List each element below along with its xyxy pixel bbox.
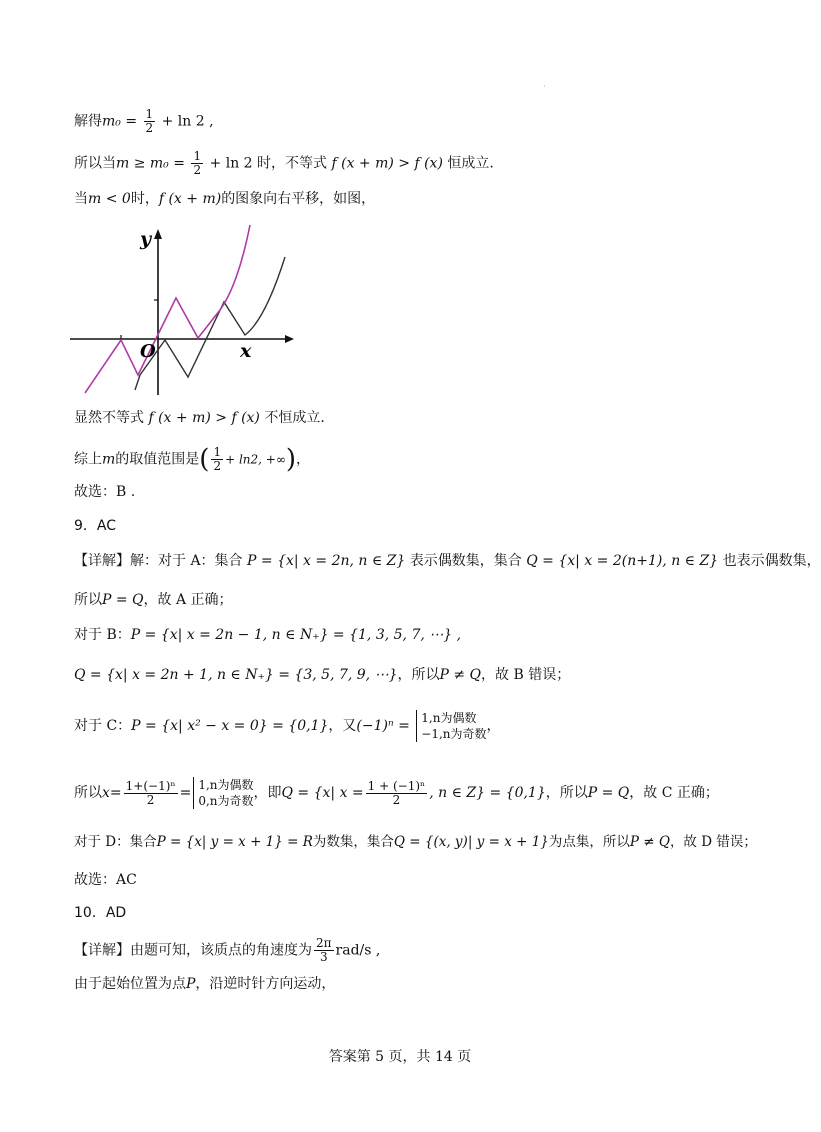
- text: ，故 C 正确；: [629, 785, 719, 801]
- fraction: [191, 150, 203, 177]
- line-9-b: [74, 625, 461, 645]
- case-brace: [193, 777, 253, 809]
- paren: ): [285, 444, 296, 475]
- denominator: 2: [145, 121, 154, 135]
- denominator: 2: [213, 459, 222, 473]
- text: 由题可知，该质点的角速度为: [130, 942, 312, 959]
- text: + ln 2 ,: [161, 113, 214, 130]
- text: 由于起始位置为点: [74, 976, 186, 992]
- text: 为数集，集合: [312, 834, 394, 850]
- y-axis-arrow: [154, 229, 162, 239]
- numerator: 1: [213, 445, 222, 459]
- math: P: [186, 976, 196, 992]
- case: −1,n为奇数: [421, 727, 487, 741]
- denominator: 3: [319, 950, 328, 964]
- case: 0,n为奇数: [198, 794, 254, 808]
- text: ，故 B 错误；: [481, 667, 571, 683]
- y-label: y: [140, 228, 152, 250]
- text: 所以: [74, 785, 102, 801]
- fraction: [124, 780, 178, 807]
- text: 解得: [74, 113, 102, 130]
- denominator: 2: [392, 792, 401, 807]
- case-brace: [416, 710, 486, 742]
- text: 恒成立.: [447, 155, 494, 172]
- math: P = {x| x = 2n, n ∈ Z}: [247, 553, 406, 569]
- math: Q = {(x, y)| y = x + 1}: [393, 834, 549, 850]
- line-not-always: [74, 408, 325, 428]
- line-inequality-holds: [74, 150, 494, 177]
- text: ，即: [253, 785, 282, 801]
- line-9-a-conclusion: [74, 590, 233, 610]
- math: m₀ =: [102, 113, 138, 130]
- page-footer: 答案第 5 页，共 14 页: [328, 1049, 472, 1065]
- math: Q = {x| x =: [281, 785, 364, 801]
- line-9-c: [74, 710, 501, 742]
- math: m ≥ m₀ =: [116, 155, 185, 172]
- text: ，: [295, 451, 310, 468]
- paren: (: [199, 444, 210, 475]
- math: m: [102, 451, 116, 468]
- math: (−1)ⁿ =: [356, 718, 410, 734]
- text: ，沿逆时针方向运动，: [195, 976, 336, 992]
- origin-label: O: [140, 341, 156, 362]
- math: f (x + m): [158, 191, 222, 207]
- math: + ln2, +∞: [225, 452, 286, 467]
- math: f (x + m) > f (x): [331, 155, 443, 172]
- numerator: 1: [145, 107, 154, 121]
- fraction: [366, 780, 428, 807]
- line-9-b-q: [74, 665, 570, 685]
- line-answer-b: 故选：B .: [74, 484, 136, 500]
- text: 不恒成立.: [264, 410, 325, 426]
- line-range: [74, 446, 310, 473]
- line-9-a: [74, 551, 821, 571]
- denominator: 2: [146, 792, 155, 807]
- text: 的取值范围是: [115, 451, 200, 468]
- numerator: 1 + (−1)ⁿ: [367, 778, 426, 793]
- curve-shifted: [85, 225, 250, 393]
- stray-mark: ·: [543, 82, 546, 91]
- line-solve-m0: [74, 108, 214, 135]
- detail-bracket: 【详解】: [74, 942, 130, 959]
- math: P ≠ Q: [439, 667, 482, 683]
- text: 表示偶数集，集合: [409, 553, 522, 569]
- math: P = {x| y = x + 1} = R: [156, 834, 313, 850]
- line-10-detail: [74, 937, 380, 964]
- text: 对于 B：: [74, 627, 131, 643]
- fraction: [211, 446, 223, 473]
- text: 对于 C：: [74, 718, 132, 734]
- text: 的图象向右平移，如图，: [221, 191, 376, 207]
- function-graph: [70, 225, 300, 400]
- math: P = Q: [587, 785, 630, 801]
- text: ，故 A 正确；: [143, 592, 233, 608]
- x-axis-arrow: [285, 335, 294, 343]
- text: rad/s ,: [335, 942, 381, 959]
- math: , n ∈ Z} = {0,1}: [429, 785, 546, 801]
- text: 对于 D：集合: [74, 834, 157, 850]
- question-10-heading: 10．AD: [74, 905, 127, 921]
- text: ，: [486, 718, 501, 734]
- text: + ln 2 时，不等式: [209, 155, 328, 172]
- text: ，所以: [397, 667, 440, 683]
- math: P = {x| x = 2n − 1, n ∈ N₊} = {1, 3, 5, 7, ⋯} ,: [130, 627, 462, 643]
- math: Q = {x| x = 2n + 1, n ∈ N₊} = {3, 5, 7, 9, ⋯}: [74, 667, 398, 683]
- text: 为点集，所以: [548, 834, 630, 850]
- question-9-heading: 9．AC: [74, 518, 117, 534]
- line-10-start: [74, 974, 335, 994]
- text: 也表示偶数集，: [722, 553, 821, 569]
- text: 解：对于 A：集合: [130, 553, 243, 569]
- text: 显然不等式: [74, 410, 144, 426]
- line-m-negative: [74, 189, 375, 209]
- text: 时，: [130, 191, 159, 207]
- text: ，故 D 错误；: [669, 834, 757, 850]
- math: P = {x| x² − x = 0} = {0,1}: [131, 718, 329, 734]
- math: P ≠ Q: [629, 834, 670, 850]
- numerator: 1+(−1)ⁿ: [125, 778, 176, 793]
- math: f (x + m) > f (x): [148, 410, 260, 426]
- case: 1,n为偶数: [421, 711, 477, 725]
- text: 综上: [74, 451, 102, 468]
- text: ，所以: [545, 785, 588, 801]
- detail-bracket: 【详解】: [74, 553, 130, 569]
- line-9-c-x: 所以x= $\frac{\text{1+(−1)ⁿ}}{2}$ = 1,n为偶数 0,n为奇数 ，即Q = {x| x = $\frac{\text{1 + (−1)ⁿ}}{2}$ , n ∈ Z} = {0,1}，所以P = Q，故 C 正确；: [74, 778, 719, 808]
- math: P = Q: [102, 592, 144, 608]
- case: 1,n为偶数: [198, 778, 254, 792]
- numerator: 1: [193, 149, 202, 163]
- fraction: [144, 108, 156, 135]
- x-label: x: [240, 340, 252, 362]
- text: 当: [74, 191, 88, 207]
- math: x=: [102, 785, 122, 801]
- math: m < 0: [88, 191, 131, 207]
- math: Q = {x| x = 2(n+1), n ∈ Z}: [526, 553, 719, 569]
- line-answer-ac: 故选：AC: [74, 872, 137, 888]
- fraction: [314, 937, 334, 964]
- text: 所以当: [74, 155, 116, 172]
- denominator: 2: [193, 163, 202, 177]
- text: 所以: [74, 592, 102, 608]
- text: ，又: [328, 718, 357, 734]
- line-9-d: [74, 832, 757, 852]
- numerator: 2π: [316, 936, 332, 950]
